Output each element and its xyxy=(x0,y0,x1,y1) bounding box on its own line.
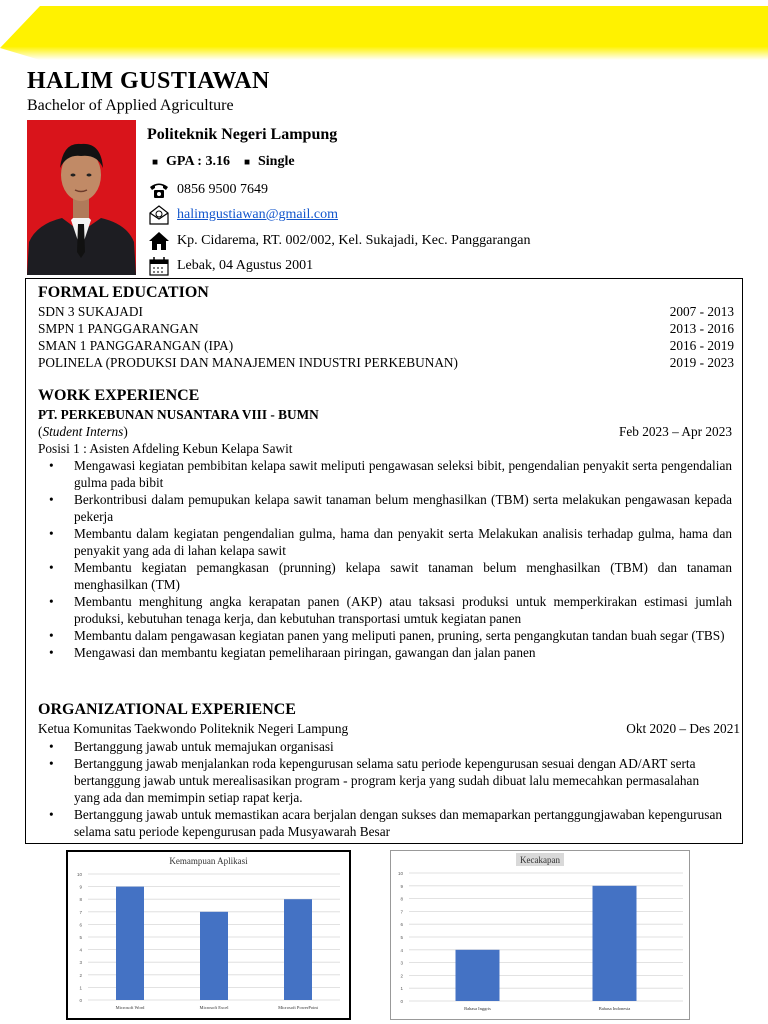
degree-title: Bachelor of Applied Agriculture xyxy=(27,97,234,114)
phone-row xyxy=(147,180,268,200)
chart-app-skills xyxy=(66,850,351,1020)
y-tick-label: 5 xyxy=(400,935,403,940)
y-tick-label: 7 xyxy=(79,909,82,915)
email-row xyxy=(147,205,338,225)
org-period: Okt 2020 – Des 2021 xyxy=(626,721,740,736)
y-tick-label: 3 xyxy=(79,960,82,966)
y-tick-label: 0 xyxy=(400,999,403,1004)
y-tick-label: 4 xyxy=(79,947,82,953)
phone-number: 0856 9500 7649 xyxy=(177,182,268,197)
y-tick-label: 10 xyxy=(76,872,82,877)
education-title: FORMAL EDUCATION xyxy=(38,284,209,301)
bar xyxy=(200,912,228,1000)
list-item: • Membantu kegiatan pemangkasan (prunning) kelapa sawit tanaman belum menghasilkan (TBM) dan tanaman menghasilkan (TM) xyxy=(38,559,732,593)
calendar-icon xyxy=(147,256,171,276)
x-tick-label: Bahasa Indonesia xyxy=(598,1006,631,1011)
phone-icon xyxy=(147,180,171,200)
bar xyxy=(284,899,312,1000)
education-row xyxy=(38,320,734,337)
app-skills-chart-svg xyxy=(68,852,349,1018)
profile-photo xyxy=(27,120,136,275)
y-tick-label: 1 xyxy=(400,986,403,992)
square-bullet-icon: ■ xyxy=(152,156,159,168)
work-role: (Student Interns) xyxy=(38,424,128,439)
school-years: 2016 - 2019 xyxy=(669,338,734,353)
chart-language-skills xyxy=(390,850,690,1020)
school-name: SMPN 1 PANGGARANGAN xyxy=(38,321,199,336)
address-row xyxy=(147,231,530,251)
education-row xyxy=(38,337,734,354)
chart-title: Kecakapan xyxy=(520,855,560,865)
x-tick-label: Microsoft PowerPoint xyxy=(278,1005,318,1010)
y-tick-label: 7 xyxy=(400,909,403,915)
bar xyxy=(456,950,500,1001)
school-name: SDN 3 SUKAJADI xyxy=(38,304,143,319)
list-item: • Berkontribusi dalam pemupukan kelapa sawit tanaman belum menghasilkan (TBM) serta melakukan pengawasan kepada pekerja xyxy=(38,491,732,525)
y-tick-label: 0 xyxy=(79,998,82,1003)
school-name: POLINELA (PRODUKSI DAN MANAJEMEN INDUSTRI PERKEBUNAN) xyxy=(38,355,458,370)
marital-status: Single xyxy=(258,154,295,169)
bar xyxy=(116,887,144,1000)
work-position: Posisi 1 : Asisten Afdeling Kebun Kelapa Sawit xyxy=(38,441,293,456)
company-name: PT. PERKEBUNAN NUSANTARA VIII - BUMN xyxy=(38,407,319,422)
y-tick-label: 6 xyxy=(79,922,82,928)
header-banner xyxy=(0,0,768,60)
list-item: • Mengawasi dan membantu kegiatan pemeliharaan piringan, gawangan dan jalan panen xyxy=(38,644,732,661)
y-tick-label: 2 xyxy=(400,973,403,979)
square-bullet-icon: ■ xyxy=(243,156,250,168)
education-row xyxy=(38,303,734,320)
list-item: • Membantu dalam pengawasan kegiatan panen yang meliputi panen, pruning, serta pengangkutan tandan buah segar (TBS) xyxy=(38,627,732,644)
y-tick-label: 9 xyxy=(79,884,82,890)
address-text: Kp. Cidarema, RT. 002/002, Kel. Sukajadi, Kec. Panggarangan xyxy=(177,233,531,248)
gpa-value: GPA : 3.16 xyxy=(166,154,230,169)
school-years: 2019 - 2023 xyxy=(669,355,734,370)
bar xyxy=(593,886,637,1001)
x-tick-label: Microsoft Word xyxy=(115,1005,145,1010)
x-tick-label: Microsoft Excel xyxy=(199,1005,229,1010)
y-tick-label: 2 xyxy=(79,972,82,978)
org-title: ORGANIZATIONAL EXPERIENCE xyxy=(38,701,296,718)
gpa-status-row xyxy=(152,154,295,170)
list-item: • Bertanggung jawab menjalankan roda kepengurusan selama satu periode kepengurusan sesuai dengan AD/ART serta bertanggung jawab untuk merealisasikan program - program kerja yang sudah dibuat lalu memecahkan permasalahan yang ada dan memimpin setiap rapat kerja. xyxy=(38,755,722,806)
work-period: Feb 2023 – Apr 2023 xyxy=(618,424,732,439)
y-tick-label: 10 xyxy=(397,871,403,876)
y-tick-label: 9 xyxy=(400,883,403,889)
institution-name: Politeknik Negeri Lampung xyxy=(147,126,338,143)
birth-row xyxy=(147,256,313,276)
y-tick-label: 8 xyxy=(79,897,82,903)
y-tick-label: 1 xyxy=(79,985,82,991)
email-link[interactable]: halimgustiawan@gmail.com xyxy=(177,207,339,222)
chart-title: Kemampuan Aplikasi xyxy=(169,856,248,866)
work-duties-list xyxy=(38,457,732,661)
cv-body xyxy=(25,278,743,844)
list-item: • Membantu dalam kegiatan pengendalian gulma, hama dan penyakit serta Melakukan analisis terhadap gulma, hama dan penyakit yang ada di lahan kelapa sawit xyxy=(38,525,732,559)
school-years: 2013 - 2016 xyxy=(669,321,734,336)
list-item: • Bertanggung jawab untuk memastikan acara berjalan dengan sukses dan memaparkan pertanggungjawaban kepengurusan selama satu periode kepengurusan pada Musyawarah Besar xyxy=(38,806,722,840)
candidate-name: HALIM GUSTIAWAN xyxy=(27,68,270,94)
list-item: • Membantu menghitung angka kerapatan panen (AKP) atau taksasi produksi untuk memperkirakan estimasi jumlah produksi, kebutuhan tenaga kerja, dan kebutuhan transportasi umtuk kegiatan panen xyxy=(38,593,732,627)
language-chart-svg xyxy=(391,851,689,1019)
work-title: WORK EXPERIENCE xyxy=(38,387,200,404)
education-row xyxy=(38,354,734,371)
list-item: • Mengawasi kegiatan pembibitan kelapa sawit meliputi pengawasan seleksi bibit, pengendalian penyakit serta pengendalian gulma pada bibit xyxy=(38,457,732,491)
x-tick-label: Bahasa Inggris xyxy=(464,1006,491,1011)
y-tick-label: 5 xyxy=(79,935,82,940)
org-duties-list xyxy=(38,738,722,840)
y-tick-label: 3 xyxy=(400,960,403,966)
y-tick-label: 8 xyxy=(400,896,403,902)
home-icon xyxy=(147,231,171,251)
school-years: 2007 - 2013 xyxy=(669,304,734,319)
y-tick-label: 4 xyxy=(400,947,403,953)
school-name: SMAN 1 PANGGARANGAN (IPA) xyxy=(38,338,234,353)
email-icon xyxy=(147,205,171,225)
y-tick-label: 6 xyxy=(400,922,403,928)
birth-place-date: Lebak, 04 Agustus 2001 xyxy=(177,258,314,273)
list-item: • Bertanggung jawab untuk memajukan organisasi xyxy=(38,738,722,755)
org-role: Ketua Komunitas Taekwondo Politeknik Negeri Lampung xyxy=(38,721,349,736)
